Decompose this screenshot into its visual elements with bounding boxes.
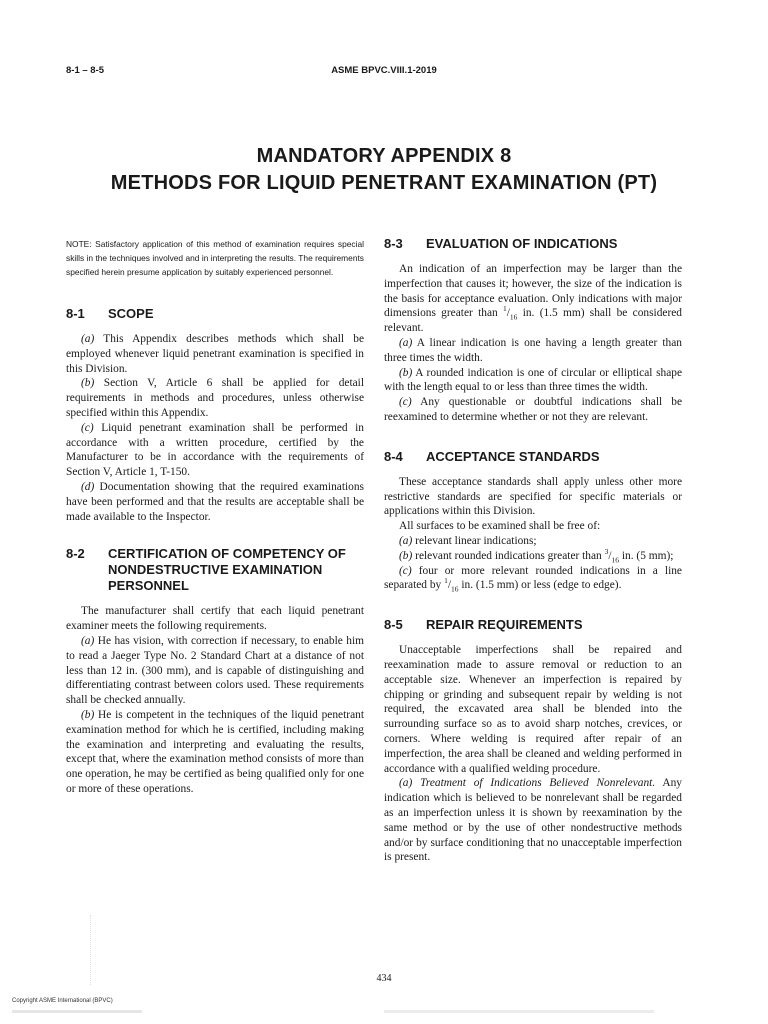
item-label: (a) <box>81 634 95 647</box>
item-text: A linear indication is one having a length greater than three times the width. <box>384 336 682 364</box>
paragraph: The manufacturer shall certify that each liquid penetrant examiner meets the following requirements. <box>66 605 364 633</box>
paragraph <box>384 366 682 396</box>
paragraph <box>66 332 364 376</box>
item-text: He has vision, with correction if necessary, to enable him to read a Jaeger Type No. 2 Standard Chart at a distance of not less than 12 in. (300 mm), and is capable of distinguishing and differentiating contrast between colors used. These requirements shall be checked annually. <box>66 634 364 707</box>
footer-faint-text <box>12 1010 142 1013</box>
paragraph <box>384 395 682 425</box>
item-text: Liquid penetrant examination shall be performed in accordance with a written procedure, certified by the Manufacturer to be in accordance with the requirements of Section V, Article 1, T-150. <box>66 421 364 479</box>
paragraph <box>384 534 682 549</box>
item-label: (b) <box>399 549 413 562</box>
item-label: (b) <box>81 708 95 721</box>
section-number: 8-4 <box>384 448 403 464</box>
item-text: Documentation showing that the required examinations have been performed and that the results are acceptable shall be made available to the Inspector. <box>66 480 364 523</box>
section-range: 8-1 – 8-5 <box>66 65 105 76</box>
fraction-numerator: 1 <box>502 304 507 314</box>
copyright-notice: Copyright ASME International (BPVC) <box>12 998 113 1004</box>
item-text: relevant linear indications; <box>412 534 537 547</box>
section-heading-8-2 <box>66 546 364 594</box>
left-column <box>66 232 364 797</box>
section-body-8-1 <box>66 332 364 524</box>
item-label: (b) <box>399 366 413 379</box>
fraction-numerator: 3 <box>604 546 609 556</box>
right-column <box>384 232 682 865</box>
paragraph: Unacceptable imperfections shall be repaired and reexamination made to assure removal or reduction to an acceptable size. Whenever an imperfection is repaired by chipping or grinding and subsequent repair by welding is not required, the excavated area shall be blended into the surrounding surface so as to avoid sharp notches, crevices, or corners. Where welding is required after repair of an imperfection, the area shall be cleaned and welding performed in accordance with a qualified welding procedure. <box>384 644 682 775</box>
title-line-1: MANDATORY APPENDIX 8 <box>256 145 512 167</box>
fraction-denominator: 16 <box>451 584 459 594</box>
section-number: 8-3 <box>384 236 403 251</box>
item-text: Any indication which is believed to be nonrelevant shall be regarded as an imperfection unless it is shown by reexamination by the same method or by the use of other nondestructive methods and/or by surface conditioning that no unacceptable imperfection is present. <box>384 777 683 864</box>
section-number: 8-1 <box>66 306 85 321</box>
paragraph <box>66 376 364 420</box>
page-number: 434 <box>376 973 392 984</box>
item-label: (a) <box>81 333 95 345</box>
item-text: Section V, Article 6 shall be applied for detail requirements in methods and procedures, unless otherwise specified within this Appendix. <box>66 377 364 419</box>
item-label: (a) <box>399 336 413 349</box>
section-heading-8-4 <box>384 449 682 465</box>
paragraph <box>384 776 682 865</box>
document-code: ASME BPVC.VIII.1-2019 <box>331 65 437 76</box>
paragraph <box>66 634 364 708</box>
paragraph <box>66 421 364 480</box>
item-label: (c) <box>399 396 412 409</box>
section-title: REPAIR REQUIREMENTS <box>426 617 583 633</box>
footer-faint-text <box>384 1010 654 1013</box>
paragraph <box>384 336 682 366</box>
paragraph: All surfaces to be examined shall be free of: <box>399 520 601 533</box>
paragraph: These acceptance standards shall apply unless other more restrictive standards are specified for specific materials or applications within this Division. <box>384 475 682 518</box>
item-label: (b) <box>81 377 95 390</box>
section-heading-8-5 <box>384 617 682 633</box>
section-number: 8-2 <box>66 546 85 562</box>
item-text: This Appendix describes methods which shall be employed whenever liquid penetrant examination is specified in this Division. <box>66 333 364 375</box>
section-body-8-3 <box>384 262 682 425</box>
section-title: EVALUATION OF INDICATIONS <box>426 236 618 251</box>
item-heading: Treatment of Indications Believed Nonrelevant. <box>412 777 656 790</box>
section-number: 8-5 <box>384 617 403 633</box>
section-title: SCOPE <box>108 306 154 321</box>
item-text: Any questionable or doubtful indications shall be reexamined to determine whether or not they are relevant. <box>384 396 682 423</box>
running-head <box>66 65 702 79</box>
item-text: A rounded indication is one of circular or elliptical shape with the length equal to or less than three times the width. <box>384 366 682 394</box>
section-heading-8-3 <box>384 236 682 252</box>
item-label: (a) <box>399 534 413 547</box>
item-text: He is competent in the techniques of the liquid penetrant examination method for which he is certified, including making the examination and interpreting and evaluating the results, except that, where the examination method consists of more than one operation, he may be certified as being qualified only for one or more of these operations. <box>66 708 364 795</box>
paragraph: (c) four or more relevant rounded indications in a line separated by $^1/_{16}$ in. (1.5 mm) or less (edge to edge). <box>384 564 682 594</box>
item-label: (c) <box>81 421 94 434</box>
item-label: (c) <box>399 564 412 577</box>
paragraph <box>66 480 364 524</box>
title-line-2: METHODS FOR LIQUID PENETRANT EXAMINATION (PT) <box>110 172 658 194</box>
item-label: (d) <box>81 480 95 493</box>
page-title <box>0 143 768 197</box>
paragraph: An indication of an imperfection may be larger than the imperfection that causes it; however, the size of the indication is the basis for acceptance evaluation. Only indications with major dimensions greater than $^1/_{16}$ in. (1.5 mm) shall be considered relevant. <box>384 263 682 335</box>
note-paragraph: NOTE: Satisfactory application of this method of examination requires special skills in the techniques involved and in interpreting the results. The requirements specified herein presume application by suitably experienced personnel. <box>66 239 364 277</box>
paragraph: (b) relevant rounded indications greater than $^3/_{16}$ in. (5 mm); <box>399 546 674 565</box>
section-body-8-5 <box>384 643 682 865</box>
fraction-denominator: 16 <box>611 555 620 565</box>
section-body-8-4 <box>384 475 682 593</box>
section-title: CERTIFICATION OF COMPETENCY OF NONDESTRUCTIVE EXAMINATION PERSONNEL <box>108 546 346 594</box>
item-label: (a) <box>399 777 413 790</box>
section-body-8-2 <box>66 604 364 796</box>
section-heading-8-1 <box>66 306 364 322</box>
fraction-numerator: 1 <box>444 576 448 586</box>
fraction-denominator: 16 <box>509 312 518 322</box>
section-title: ACCEPTANCE STANDARDS <box>426 448 600 464</box>
paragraph <box>66 708 364 797</box>
